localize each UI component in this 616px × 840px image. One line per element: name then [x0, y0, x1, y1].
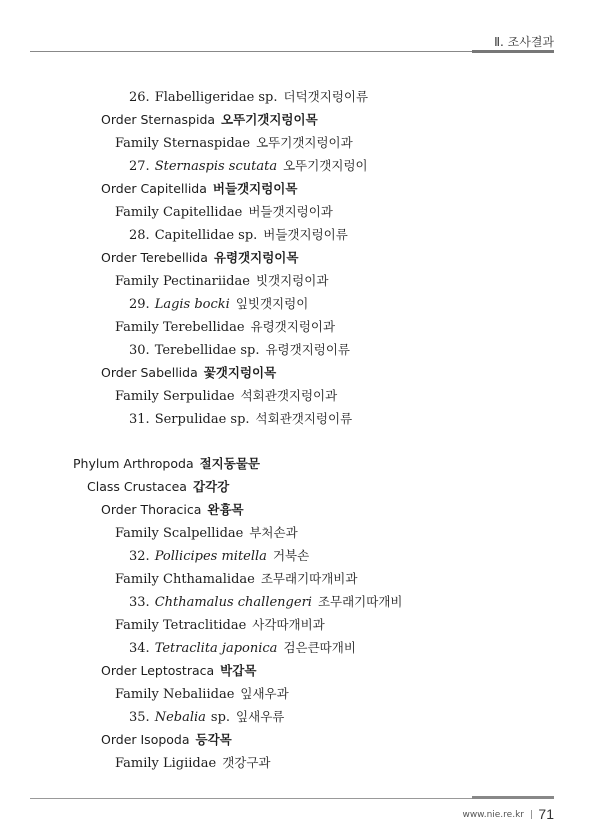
species-number: 34.	[129, 641, 150, 656]
korean-name: 박갑목	[220, 663, 257, 678]
species-line	[129, 296, 308, 313]
species-number: 31.	[129, 412, 150, 427]
korean-name: 석회관갯지렁이과	[240, 388, 338, 403]
species-number: 30.	[129, 343, 150, 358]
korean-name: 버들갯지렁이목	[212, 181, 298, 196]
korean-name: 갯강구과	[222, 755, 271, 770]
taxon-name: Family Capitellidae	[115, 205, 243, 220]
family-line	[115, 273, 328, 290]
species-number: 33.	[129, 595, 150, 610]
taxon-name: Capitellidae sp.	[154, 228, 258, 243]
korean-name: 빗갯지렁이과	[255, 273, 329, 288]
species-number: 26.	[129, 90, 150, 105]
order-line	[101, 250, 298, 267]
taxon-name: Order Leptostraca	[101, 663, 215, 678]
korean-name: 석회관갯지렁이류	[255, 411, 353, 426]
taxon-name: Family Serpulidae	[115, 389, 235, 404]
taxon-name: Order Capitellida	[101, 181, 207, 196]
footer-separator: |	[529, 810, 533, 820]
species-line	[129, 594, 402, 611]
korean-name: 절지동물문	[199, 456, 260, 471]
order-line	[101, 502, 244, 519]
species-line	[129, 227, 348, 244]
scientific-name: Sternaspis scutata	[154, 159, 278, 174]
korean-name: 오뚜기갯지렁이목	[221, 112, 318, 127]
family-line	[115, 755, 271, 772]
korean-name: 버들갯지렁이류	[263, 227, 348, 242]
page-footer	[0, 780, 616, 840]
scientific-name: Lagis bocki	[154, 297, 230, 312]
header-accent-bar	[472, 50, 554, 53]
korean-name: 꽃갯지렁이목	[203, 365, 277, 380]
species-number: 28.	[129, 228, 150, 243]
family-line	[115, 686, 289, 703]
order-line	[101, 732, 232, 749]
korean-name: 완흉목	[207, 502, 244, 517]
family-line	[115, 617, 325, 634]
species-line	[129, 709, 284, 726]
taxon-name: Terebellidae sp.	[154, 343, 260, 358]
order-line	[101, 365, 276, 382]
korean-name: 더덕갯지렁이류	[283, 89, 369, 104]
taxon-name: Family Sternaspidae	[115, 136, 251, 151]
korean-name: 사각따개비과	[252, 617, 325, 632]
species-line	[129, 548, 309, 565]
taxon-name: Order Sabellida	[101, 365, 198, 380]
korean-name: 유령갯지렁이류	[265, 342, 350, 357]
taxon-name: Family Ligiidae	[115, 756, 217, 771]
family-line	[115, 135, 353, 152]
taxon-name: Family Tetraclitidae	[115, 618, 247, 633]
order-line	[101, 112, 318, 129]
korean-name: 잎새우류	[236, 709, 285, 724]
species-line	[129, 158, 368, 175]
scientific-name: Tetraclita japonica	[154, 641, 278, 656]
taxon-name: Order Terebellida	[101, 250, 208, 265]
taxon-name: Serpulidae sp.	[154, 412, 250, 427]
taxon-name: Order Sternaspida	[101, 112, 216, 127]
scientific-name: Chthamalus challengeri	[154, 595, 312, 610]
taxon-name: sp.	[210, 710, 231, 725]
taxon-name: Phylum Arthropoda	[73, 456, 194, 471]
family-line	[115, 204, 333, 221]
korean-name: 조무래기따개비과	[260, 571, 358, 586]
section-title: Ⅱ. 조사결과	[494, 35, 554, 49]
korean-name: 오뚜기갯지렁이과	[256, 135, 353, 150]
class-line	[87, 479, 229, 496]
taxon-name: Order Isopoda	[101, 732, 190, 747]
korean-name: 유령갯지렁이목	[213, 250, 299, 265]
order-line	[101, 663, 256, 680]
korean-name: 오뚜기갯지렁이	[283, 158, 368, 173]
taxon-name: Class Crustacea	[87, 479, 187, 494]
species-number: 29.	[129, 297, 150, 312]
korean-name: 거북손	[272, 548, 310, 563]
korean-name: 갑각강	[192, 479, 230, 494]
species-line	[129, 89, 368, 106]
family-line	[115, 571, 357, 588]
scientific-name: Pollicipes mitella	[154, 549, 267, 564]
footer-accent-bar	[472, 796, 554, 799]
korean-name: 검은큰따개비	[283, 640, 356, 655]
korean-name: 유령갯지렁이과	[250, 319, 336, 334]
family-line	[115, 319, 335, 336]
korean-name: 등각목	[195, 732, 232, 747]
korean-name: 버들갯지렁이과	[248, 204, 333, 219]
scientific-name: Nebalia	[154, 710, 206, 725]
taxon-name: Family Terebellidae	[115, 320, 245, 335]
species-line	[129, 640, 356, 657]
footer-url: www.nie.re.kr	[462, 810, 524, 820]
species-line	[129, 342, 350, 359]
page-header	[0, 0, 616, 52]
taxon-name: Family Scalpellidae	[115, 526, 244, 541]
phylum-line	[73, 456, 260, 473]
taxon-name: Family Chthamalidae	[115, 572, 255, 587]
family-line	[115, 388, 337, 405]
taxon-name: Family Nebaliidae	[115, 687, 235, 702]
korean-name: 잎빗갯지렁이	[235, 296, 309, 311]
korean-name: 조무래기따개비	[317, 594, 403, 609]
taxon-name: Order Thoracica	[101, 502, 202, 517]
korean-name: 잎새우과	[240, 686, 289, 701]
species-number: 35.	[129, 710, 150, 725]
species-number: 32.	[129, 549, 150, 564]
species-number: 27.	[129, 159, 150, 174]
taxon-name: Flabelligeridae sp.	[154, 90, 278, 105]
species-line	[129, 411, 352, 428]
taxon-name: Family Pectinariidae	[115, 274, 250, 289]
korean-name: 부처손과	[249, 525, 298, 540]
order-line	[101, 181, 297, 198]
family-line	[115, 525, 298, 542]
page-number: 71	[538, 806, 554, 822]
